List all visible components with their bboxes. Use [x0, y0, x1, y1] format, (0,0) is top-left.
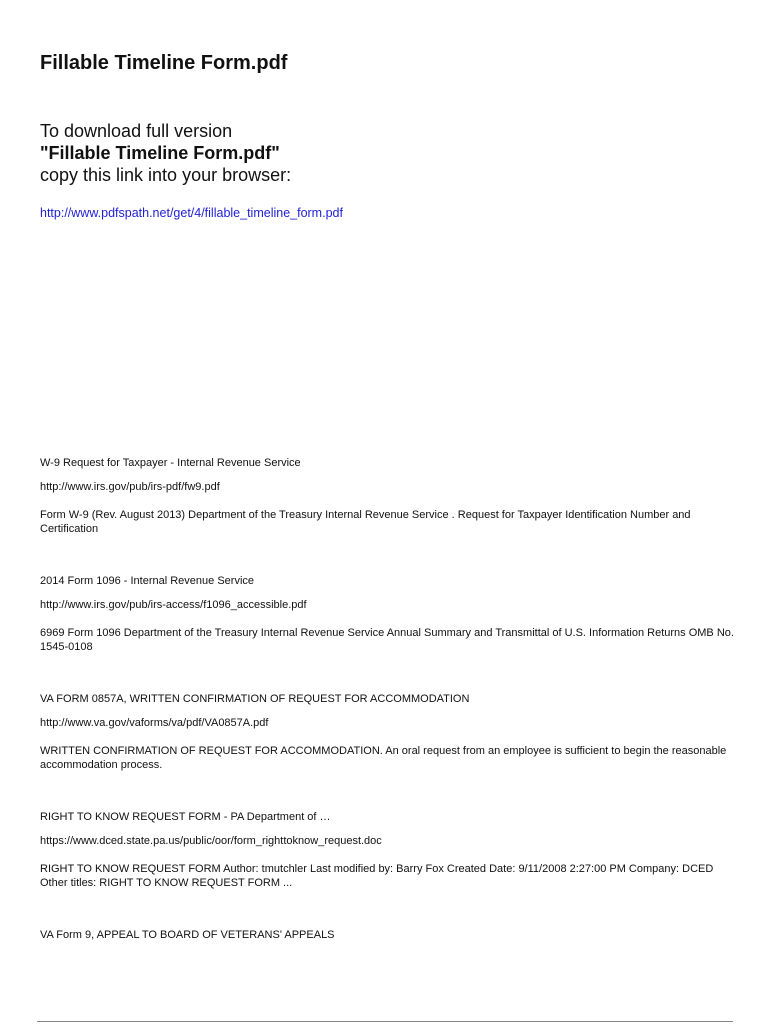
page-bottom-divider — [37, 1021, 733, 1022]
results-list — [40, 456, 740, 980]
result-title: VA Form 9, APPEAL TO BOARD OF VETERANS' APPEALS — [40, 929, 335, 941]
result-url: http://www.irs.gov/pub/irs-access/f1096_accessible.pdf — [40, 599, 307, 611]
page-title: Fillable Timeline Form.pdf — [40, 52, 288, 74]
result-item — [40, 928, 740, 942]
result-title: RIGHT TO KNOW REQUEST FORM - PA Department of … — [40, 811, 331, 823]
result-title: 2014 Form 1096 - Internal Revenue Service — [40, 575, 255, 587]
download-intro: To download full version — [40, 121, 233, 141]
result-url: https://www.dced.state.pa.us/public/oor/form_righttoknow_request.doc — [40, 835, 382, 847]
result-item — [40, 810, 740, 890]
result-description: WRITTEN CONFIRMATION OF REQUEST FOR ACCOMMODATION. An oral request from an employee is sufficient to begin the reasonable accommodation process. — [40, 745, 727, 771]
download-link[interactable]: http://www.pdfspath.net/get/4/fillable_timeline_form.pdf — [40, 206, 343, 220]
result-description: 6969 Form 1096 Department of the Treasury Internal Revenue Service Annual Summary and Transmittal of U.S. Information Returns OMB No. 1545-0108 — [40, 627, 734, 653]
download-filename: "Fillable Timeline Form.pdf" — [40, 143, 280, 163]
result-url: http://www.va.gov/vaforms/va/pdf/VA0857A.pdf — [40, 717, 269, 729]
result-description: RIGHT TO KNOW REQUEST FORM Author: tmutchler Last modified by: Barry Fox Created Date: 9/11/2008 2:27:00 PM Company: DCED Other titles: RIGHT TO KNOW REQUEST FORM ... — [40, 863, 714, 889]
result-title: VA FORM 0857A, WRITTEN CONFIRMATION OF REQUEST FOR ACCOMMODATION — [40, 693, 470, 705]
download-instruction: copy this link into your browser: — [40, 165, 292, 185]
result-url: http://www.irs.gov/pub/irs-pdf/fw9.pdf — [40, 481, 220, 493]
result-item — [40, 574, 740, 654]
result-item — [40, 456, 740, 536]
result-description: Form W-9 (Rev. August 2013) Department of the Treasury Internal Revenue Service . Request for Taxpayer Identification Number and Certification — [40, 509, 691, 535]
download-instructions — [40, 120, 291, 186]
result-title: W-9 Request for Taxpayer - Internal Revenue Service — [40, 457, 301, 469]
result-item — [40, 692, 740, 772]
